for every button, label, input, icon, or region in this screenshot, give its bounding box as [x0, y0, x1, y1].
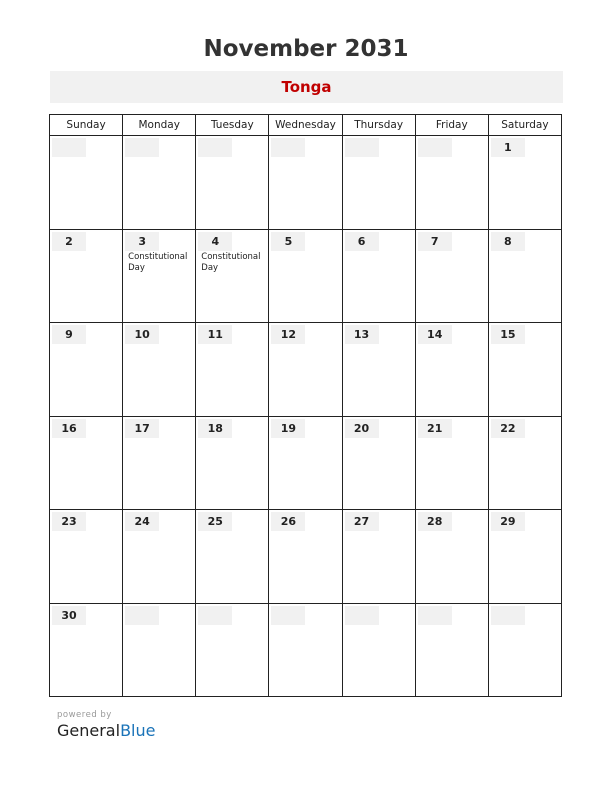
day-cell	[50, 323, 123, 417]
day-cell	[488, 323, 561, 417]
day-cell	[196, 323, 269, 417]
day-cell	[123, 229, 196, 323]
brand-name-blue: Blue	[120, 721, 156, 740]
holiday-label: Constitutional Day	[201, 251, 261, 273]
day-number-badge	[125, 606, 159, 625]
day-number: 6	[357, 234, 366, 248]
day-number-badge	[198, 138, 232, 157]
day-number: 1	[504, 141, 512, 154]
day-number: 24	[134, 515, 150, 528]
week-row	[50, 416, 562, 510]
day-cell	[123, 416, 196, 510]
day-number-badge	[345, 138, 379, 157]
day-cell	[342, 603, 415, 697]
weekday-header: Sunday	[50, 115, 123, 136]
weekday-header: Thursday	[342, 115, 415, 136]
day-number: 22	[500, 421, 516, 435]
day-number: 8	[504, 234, 512, 248]
day-cell	[342, 416, 415, 510]
day-number: 15	[500, 328, 516, 341]
day-number: 20	[353, 421, 370, 435]
weekday-header: Tuesday	[196, 115, 269, 136]
weekday-header: Saturday	[488, 115, 561, 136]
day-number: 5	[284, 234, 293, 248]
powered-by-text: powered by	[57, 710, 112, 720]
holiday-label: Constitutional Day	[128, 251, 188, 273]
day-cell	[415, 323, 488, 417]
day-cell	[415, 510, 488, 604]
day-cell	[415, 603, 488, 697]
day-number-badge	[345, 606, 379, 625]
day-cell	[50, 136, 123, 230]
day-cell	[488, 510, 561, 604]
week-row	[50, 323, 562, 417]
day-cell	[50, 603, 123, 697]
day-number: 13	[353, 328, 370, 341]
day-cell	[196, 603, 269, 697]
day-cell	[50, 416, 123, 510]
weekday-header-row	[50, 115, 562, 136]
day-number: 3	[138, 234, 146, 248]
day-number: 9	[65, 328, 73, 341]
day-number-badge	[418, 606, 452, 625]
day-number-badge	[271, 606, 305, 625]
day-number: 25	[207, 515, 223, 528]
day-cell	[488, 229, 561, 323]
day-cell	[269, 416, 342, 510]
country-name: Tonga	[281, 78, 332, 96]
day-number: 29	[500, 515, 516, 528]
day-number: 26	[280, 515, 297, 528]
day-cell	[50, 510, 123, 604]
country-banner	[50, 71, 563, 103]
day-cell	[342, 510, 415, 604]
day-cell	[488, 136, 561, 230]
month-title: November 2031	[203, 36, 409, 62]
day-cell	[123, 603, 196, 697]
day-cell	[342, 323, 415, 417]
day-cell	[50, 229, 123, 323]
weekday-header: Monday	[123, 115, 196, 136]
day-cell	[415, 136, 488, 230]
day-number: 7	[430, 234, 439, 248]
brand-name-general: General	[57, 721, 121, 740]
day-number: 17	[134, 421, 150, 435]
day-cell	[123, 510, 196, 604]
day-number: 23	[61, 515, 77, 528]
day-number: 11	[207, 328, 223, 341]
day-number-badge	[52, 138, 86, 157]
day-number: 12	[280, 328, 297, 341]
brand-logo	[57, 721, 155, 740]
day-number: 4	[211, 234, 220, 248]
day-number: 10	[134, 328, 150, 341]
day-cell	[123, 323, 196, 417]
day-number: 30	[61, 608, 77, 622]
day-cell	[342, 229, 415, 323]
day-number-badge	[125, 138, 159, 157]
day-number: 27	[353, 515, 370, 528]
day-cell	[196, 510, 269, 604]
day-cell	[196, 136, 269, 230]
day-cell	[488, 416, 561, 510]
weekday-header: Friday	[415, 115, 488, 136]
day-number: 2	[65, 234, 73, 248]
day-number: 18	[207, 421, 223, 435]
day-cell	[269, 323, 342, 417]
footer-branding	[57, 710, 155, 740]
day-number-badge	[198, 606, 232, 625]
day-cell	[123, 136, 196, 230]
day-number: 19	[280, 421, 297, 435]
day-number-badge	[418, 138, 452, 157]
day-cell	[269, 510, 342, 604]
calendar-grid	[49, 114, 562, 697]
day-cell	[342, 136, 415, 230]
day-cell	[196, 229, 269, 323]
day-number-badge	[491, 606, 525, 625]
day-cell	[415, 416, 488, 510]
week-row	[50, 603, 562, 697]
day-number: 28	[427, 515, 443, 528]
day-cell	[269, 229, 342, 323]
week-row	[50, 510, 562, 604]
day-number: 14	[427, 328, 443, 341]
weekday-header: Wednesday	[269, 115, 342, 136]
day-cell	[415, 229, 488, 323]
day-cell	[488, 603, 561, 697]
day-number-badge	[271, 138, 305, 157]
day-cell	[269, 136, 342, 230]
day-number: 16	[61, 421, 77, 435]
week-row	[50, 229, 562, 323]
day-cell	[269, 603, 342, 697]
day-number: 21	[427, 421, 443, 435]
week-row	[50, 136, 562, 230]
day-cell	[196, 416, 269, 510]
